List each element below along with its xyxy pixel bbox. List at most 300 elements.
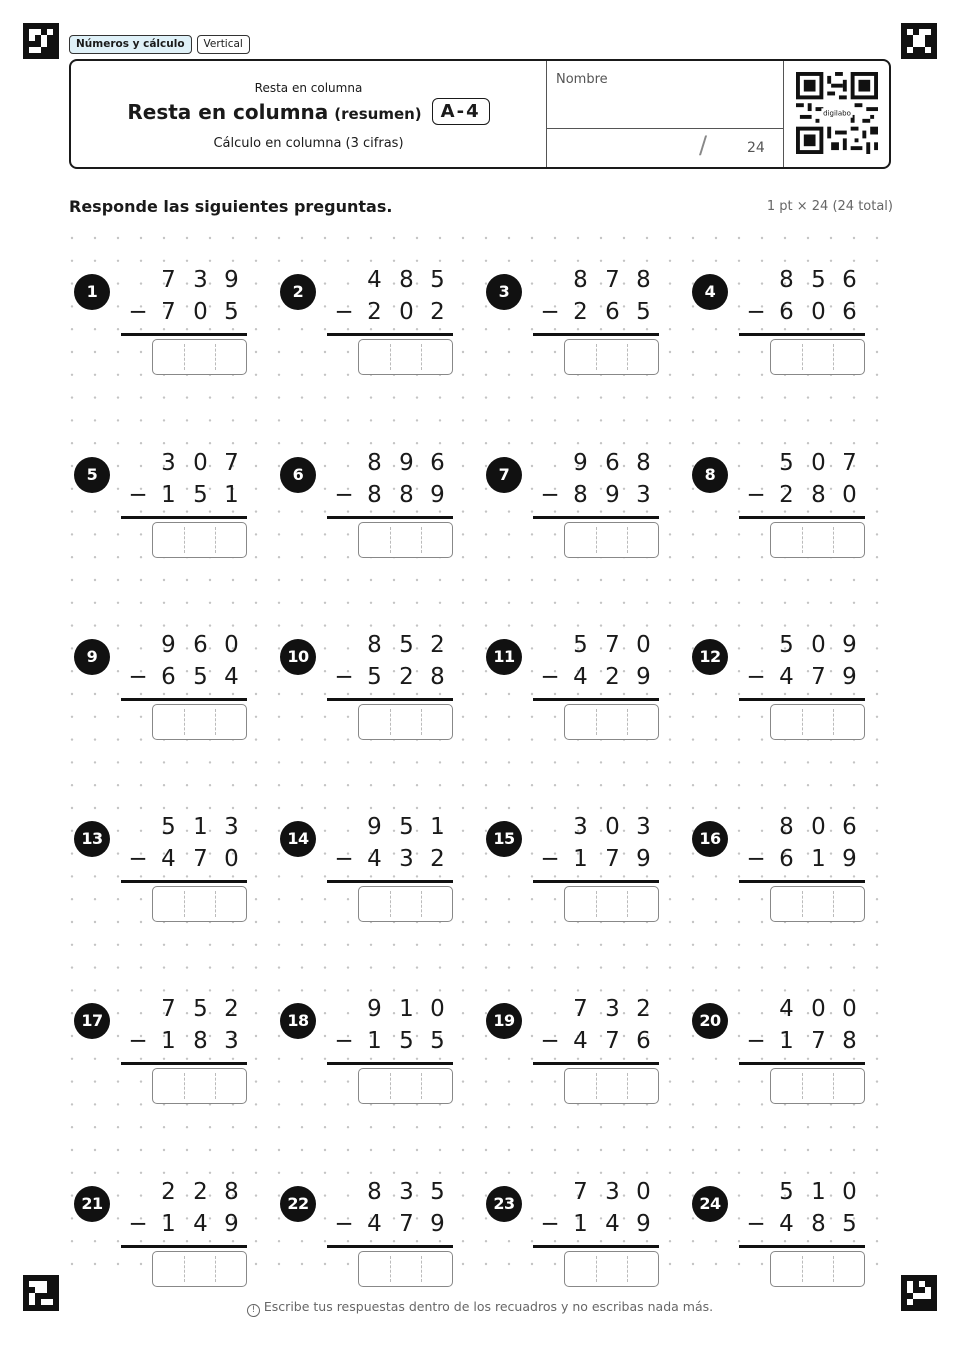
minuend	[327, 450, 453, 480]
minuend-digit: 7	[224, 450, 239, 476]
sum-line	[327, 1245, 453, 1248]
minuend	[121, 1179, 247, 1209]
digit-divider	[390, 891, 391, 917]
minuend-digit: 3	[605, 996, 620, 1022]
minuend-digit: 5	[399, 814, 414, 840]
digit-divider	[390, 709, 391, 735]
name-field[interactable]	[546, 61, 783, 129]
minuend-digit: 8	[779, 814, 794, 840]
minuend	[739, 450, 865, 480]
minuend	[121, 632, 247, 662]
sum-line	[739, 516, 865, 519]
answer-box[interactable]	[358, 1251, 453, 1287]
minuend-digit: 9	[399, 450, 414, 476]
minuend-digit: 7	[605, 267, 620, 293]
digit-divider	[802, 891, 803, 917]
digit-divider	[215, 527, 216, 553]
minuend-digit: 4	[367, 267, 382, 293]
sum-line	[739, 333, 865, 336]
subtrahend-digit: 5	[193, 482, 208, 508]
minuend-digit: 9	[161, 632, 176, 658]
minuend-digit: 5	[430, 267, 445, 293]
subtrahend	[533, 1211, 659, 1241]
subtrahend-digit: 2	[779, 482, 794, 508]
subtrahend-digit: 4	[161, 846, 176, 872]
subtrahend-digit: 6	[161, 664, 176, 690]
question-number: 11	[486, 639, 522, 675]
minuend-digit: 5	[399, 632, 414, 658]
minuend	[327, 1179, 453, 1209]
minuend-digit: 9	[842, 632, 857, 658]
minuend	[533, 632, 659, 662]
subtrahend-digit: 1	[367, 1028, 382, 1054]
digit-divider	[215, 709, 216, 735]
minuend-digit: 6	[842, 814, 857, 840]
sum-line	[533, 880, 659, 883]
tag-format: Vertical	[197, 35, 250, 54]
subtrahend-digit: 9	[842, 846, 857, 872]
subtrahend-digit: 4	[367, 1211, 382, 1237]
registration-marker-top-right	[901, 23, 937, 59]
question-number: 9	[74, 639, 110, 675]
minuend-digit: 9	[224, 267, 239, 293]
subtrahend	[327, 482, 453, 512]
question-number: 16	[692, 821, 728, 857]
minus-sign: −	[128, 482, 148, 508]
subtrahend-digit: 0	[224, 846, 239, 872]
answer-box[interactable]	[152, 522, 247, 558]
minuend	[533, 267, 659, 297]
digit-divider	[184, 891, 185, 917]
subtrahend	[327, 846, 453, 876]
digit-divider	[596, 891, 597, 917]
subtrahend-digit: 1	[573, 846, 588, 872]
minus-sign: −	[540, 482, 560, 508]
info-icon: !	[247, 1304, 260, 1317]
minus-sign: −	[746, 1211, 766, 1237]
subtrahend	[739, 664, 865, 694]
question-number: 6	[280, 457, 316, 493]
digit-divider	[421, 1256, 422, 1282]
subtrahend-digit: 4	[779, 664, 794, 690]
answer-box[interactable]	[358, 522, 453, 558]
problem-3	[481, 250, 661, 375]
minuend-digit: 1	[430, 814, 445, 840]
subtrahend-digit: 8	[367, 482, 382, 508]
question-number: 18	[280, 1003, 316, 1039]
problem-19	[481, 979, 661, 1104]
subtrahend-digit: 2	[573, 299, 588, 325]
problem-10	[275, 615, 455, 740]
subtrahend	[327, 1211, 453, 1241]
sum-line	[739, 698, 865, 701]
sum-line	[121, 333, 247, 336]
tag-category: Números y cálculo	[69, 35, 192, 54]
minuend	[121, 814, 247, 844]
answer-box[interactable]	[564, 704, 659, 740]
problem-9	[69, 615, 249, 740]
qr-code-cell	[783, 61, 889, 167]
subtrahend	[739, 1211, 865, 1241]
digit-divider	[802, 344, 803, 370]
category-tags	[69, 35, 250, 54]
subtrahend-digit: 2	[399, 664, 414, 690]
answer-box[interactable]	[152, 339, 247, 375]
subtrahend-digit: 8	[842, 1028, 857, 1054]
subtrahend-digit: 9	[636, 846, 651, 872]
minus-sign: −	[746, 299, 766, 325]
subtrahend-digit: 8	[811, 482, 826, 508]
problem-7	[481, 433, 661, 558]
minuend-digit: 5	[161, 814, 176, 840]
digit-divider	[627, 709, 628, 735]
question-number: 20	[692, 1003, 728, 1039]
minuend	[533, 450, 659, 480]
problem-1	[69, 250, 249, 375]
subtrahend-digit: 4	[605, 1211, 620, 1237]
minus-sign: −	[128, 1211, 148, 1237]
digit-divider	[390, 344, 391, 370]
problem-2	[275, 250, 455, 375]
digit-divider	[184, 1256, 185, 1282]
minuend-digit: 9	[367, 996, 382, 1022]
worksheet-title	[127, 100, 421, 124]
digit-divider	[596, 709, 597, 735]
answer-box[interactable]	[770, 886, 865, 922]
subtrahend-digit: 1	[161, 482, 176, 508]
minuend	[533, 1179, 659, 1209]
question-number: 17	[74, 1003, 110, 1039]
minuend-digit: 7	[573, 1179, 588, 1205]
subtrahend	[121, 482, 247, 512]
sum-line	[739, 1062, 865, 1065]
problem-23	[481, 1162, 661, 1287]
sum-line	[121, 1245, 247, 1248]
sum-line	[533, 1245, 659, 1248]
minuend-digit: 0	[636, 1179, 651, 1205]
subtrahend-digit: 5	[636, 299, 651, 325]
minuend	[327, 632, 453, 662]
subtrahend-digit: 5	[193, 664, 208, 690]
digit-divider	[833, 709, 834, 735]
minus-sign: −	[746, 482, 766, 508]
subtrahend-digit: 9	[636, 664, 651, 690]
minuend-digit: 0	[224, 632, 239, 658]
title-row	[71, 98, 546, 125]
minuend-digit: 2	[430, 632, 445, 658]
subtrahend-digit: 5	[399, 1028, 414, 1054]
digit-divider	[421, 344, 422, 370]
minuend-digit: 0	[842, 996, 857, 1022]
minuend-digit: 2	[636, 996, 651, 1022]
answer-box[interactable]	[564, 1068, 659, 1104]
subtrahend	[121, 299, 247, 329]
answer-box[interactable]	[152, 886, 247, 922]
question-number: 10	[280, 639, 316, 675]
minuend-digit: 7	[842, 450, 857, 476]
subtrahend-digit: 0	[842, 482, 857, 508]
minuend	[533, 814, 659, 844]
subtrahend	[533, 846, 659, 876]
minuend	[327, 996, 453, 1026]
minuend	[121, 267, 247, 297]
minuend	[121, 996, 247, 1026]
minuend-digit: 3	[161, 450, 176, 476]
answer-box[interactable]	[152, 1251, 247, 1287]
worksheet-header	[69, 59, 891, 169]
subtrahend-digit: 4	[367, 846, 382, 872]
minuend-digit: 3	[399, 1179, 414, 1205]
registration-marker-top-left	[23, 23, 59, 59]
sum-line	[739, 1245, 865, 1248]
digit-divider	[215, 344, 216, 370]
answer-box[interactable]	[770, 339, 865, 375]
minuend-digit: 7	[573, 996, 588, 1022]
subtrahend	[533, 664, 659, 694]
question-number: 14	[280, 821, 316, 857]
subtrahend-digit: 8	[573, 482, 588, 508]
minuend-digit: 2	[224, 996, 239, 1022]
subtrahend-digit: 3	[224, 1028, 239, 1054]
minus-sign: −	[128, 299, 148, 325]
subtrahend-digit: 8	[193, 1028, 208, 1054]
answer-box[interactable]	[358, 704, 453, 740]
problem-14	[275, 797, 455, 922]
minuend	[121, 450, 247, 480]
question-number: 2	[280, 274, 316, 310]
sum-line	[121, 516, 247, 519]
minuend-digit: 3	[224, 814, 239, 840]
digit-divider	[802, 1073, 803, 1099]
qr-label: digilabo	[823, 108, 851, 118]
title-paren: (resumen)	[334, 104, 422, 123]
minuend-digit: 0	[193, 450, 208, 476]
minuend	[739, 267, 865, 297]
minus-sign: −	[128, 1028, 148, 1054]
subtrahend	[739, 846, 865, 876]
subtrahend-digit: 6	[636, 1028, 651, 1054]
subtrahend-digit: 9	[842, 664, 857, 690]
minuend	[739, 996, 865, 1026]
answer-box[interactable]	[152, 1068, 247, 1104]
sum-line	[121, 1062, 247, 1065]
minuend-digit: 1	[811, 1179, 826, 1205]
subtrahend-digit: 2	[367, 299, 382, 325]
subtrahend-digit: 4	[573, 664, 588, 690]
minuend-digit: 5	[779, 632, 794, 658]
sum-line	[533, 333, 659, 336]
digit-divider	[596, 1073, 597, 1099]
minuend-digit: 8	[367, 450, 382, 476]
problem-21	[69, 1162, 249, 1287]
minuend	[739, 632, 865, 662]
answer-box[interactable]	[770, 704, 865, 740]
subtrahend-digit: 7	[811, 664, 826, 690]
minuend-digit: 0	[811, 450, 826, 476]
minuend-digit: 3	[605, 1179, 620, 1205]
digit-divider	[627, 1256, 628, 1282]
subtrahend	[327, 299, 453, 329]
minuend	[327, 814, 453, 844]
question-number: 13	[74, 821, 110, 857]
minuend-digit: 1	[399, 996, 414, 1022]
subtrahend-digit: 8	[399, 482, 414, 508]
subtrahend-digit: 9	[430, 1211, 445, 1237]
problem-5	[69, 433, 249, 558]
minuend-digit: 8	[573, 267, 588, 293]
problem-6	[275, 433, 455, 558]
answer-box[interactable]	[564, 339, 659, 375]
subtrahend	[327, 664, 453, 694]
subtrahend-digit: 7	[399, 1211, 414, 1237]
footer-note	[0, 1299, 960, 1317]
digit-divider	[833, 527, 834, 553]
minus-sign: −	[540, 846, 560, 872]
problem-12	[687, 615, 867, 740]
answer-box[interactable]	[358, 886, 453, 922]
subtrahend-digit: 9	[430, 482, 445, 508]
sum-line	[121, 880, 247, 883]
question-number: 4	[692, 274, 728, 310]
digit-divider	[833, 1256, 834, 1282]
minuend	[739, 1179, 865, 1209]
minus-sign: −	[746, 846, 766, 872]
digit-divider	[833, 344, 834, 370]
minus-sign: −	[540, 299, 560, 325]
digit-divider	[184, 709, 185, 735]
sum-line	[533, 516, 659, 519]
worksheet-subtitle: Cálculo en columna (3 cifras)	[213, 136, 404, 151]
minuend-digit: 8	[399, 267, 414, 293]
digit-divider	[215, 1256, 216, 1282]
subtrahend-digit: 4	[779, 1211, 794, 1237]
subtrahend-digit: 5	[430, 1028, 445, 1054]
footer-text: Escribe tus respuestas dentro de los recuadros y no escribas nada más.	[263, 1299, 714, 1314]
subtrahend-digit: 1	[224, 482, 239, 508]
subtrahend-digit: 3	[636, 482, 651, 508]
subtrahend-digit: 8	[811, 1211, 826, 1237]
minuend-digit: 7	[161, 267, 176, 293]
subtrahend-digit: 7	[605, 846, 620, 872]
subtrahend-digit: 4	[573, 1028, 588, 1054]
subtrahend-digit: 2	[605, 664, 620, 690]
minuend-digit: 7	[161, 996, 176, 1022]
subtrahend-digit: 7	[811, 1028, 826, 1054]
instructions: Responde las siguientes preguntas.	[69, 197, 393, 216]
answer-box[interactable]	[770, 1068, 865, 1104]
worksheet-code: A-4	[432, 98, 490, 125]
subtrahend	[327, 1028, 453, 1058]
answer-box[interactable]	[770, 522, 865, 558]
subtrahend-digit: 7	[161, 299, 176, 325]
problem-15	[481, 797, 661, 922]
minuend-digit: 8	[224, 1179, 239, 1205]
subtrahend-digit: 1	[811, 846, 826, 872]
minus-sign: −	[128, 846, 148, 872]
answer-box[interactable]	[564, 886, 659, 922]
minuend-digit: 5	[430, 1179, 445, 1205]
question-number: 21	[74, 1186, 110, 1222]
minuend-digit: 1	[193, 814, 208, 840]
subtrahend-digit: 6	[605, 299, 620, 325]
minuend-digit: 2	[193, 1179, 208, 1205]
digit-divider	[833, 1073, 834, 1099]
answer-box[interactable]	[152, 704, 247, 740]
digit-divider	[421, 709, 422, 735]
subtrahend-digit: 5	[842, 1211, 857, 1237]
subtrahend-digit: 9	[224, 1211, 239, 1237]
score-field[interactable]	[546, 129, 783, 167]
subtrahend-digit: 4	[224, 664, 239, 690]
minus-sign: −	[334, 1028, 354, 1054]
digit-divider	[390, 1256, 391, 1282]
score-total: 24	[747, 140, 765, 156]
minuend-digit: 0	[605, 814, 620, 840]
digit-divider	[421, 527, 422, 553]
answer-box[interactable]	[358, 1068, 453, 1104]
answer-box[interactable]	[564, 1251, 659, 1287]
subtrahend	[739, 299, 865, 329]
minuend-digit: 6	[193, 632, 208, 658]
answer-box[interactable]	[564, 522, 659, 558]
minus-sign: −	[746, 1028, 766, 1054]
minuend-digit: 7	[605, 632, 620, 658]
minuend-digit: 4	[779, 996, 794, 1022]
name-label: Nombre	[556, 72, 608, 87]
minus-sign: −	[540, 1028, 560, 1054]
minuend-digit: 5	[779, 1179, 794, 1205]
subtrahend-digit: 0	[193, 299, 208, 325]
problem-11	[481, 615, 661, 740]
minus-sign: −	[334, 1211, 354, 1237]
answer-box[interactable]	[358, 339, 453, 375]
minus-sign: −	[128, 664, 148, 690]
qr-code-icon	[796, 72, 878, 154]
subtrahend-digit: 2	[430, 299, 445, 325]
sum-line	[327, 516, 453, 519]
subtrahend-digit: 5	[367, 664, 382, 690]
digit-divider	[215, 891, 216, 917]
minuend-digit: 0	[430, 996, 445, 1022]
title-text: Resta en columna	[127, 99, 329, 124]
subtrahend-digit: 6	[842, 299, 857, 325]
minuend-digit: 9	[367, 814, 382, 840]
minuend-digit: 3	[573, 814, 588, 840]
answer-box[interactable]	[770, 1251, 865, 1287]
subtrahend	[533, 1028, 659, 1058]
digit-divider	[627, 1073, 628, 1099]
sum-line	[327, 698, 453, 701]
problem-16	[687, 797, 867, 922]
sum-line	[327, 880, 453, 883]
minus-sign: −	[334, 482, 354, 508]
title-block	[71, 61, 546, 167]
subtrahend	[533, 482, 659, 512]
minuend-digit: 6	[430, 450, 445, 476]
question-number: 22	[280, 1186, 316, 1222]
dot-grid-background	[69, 230, 891, 1270]
digit-divider	[421, 891, 422, 917]
minus-sign: −	[746, 664, 766, 690]
score-slash: /	[699, 131, 708, 159]
minuend-digit: 0	[811, 996, 826, 1022]
sum-line	[533, 1062, 659, 1065]
kicker: Resta en columna	[254, 81, 363, 95]
minuend	[533, 996, 659, 1026]
subtrahend-digit: 1	[161, 1028, 176, 1054]
subtrahend-digit: 3	[399, 846, 414, 872]
problem-22	[275, 1162, 455, 1287]
